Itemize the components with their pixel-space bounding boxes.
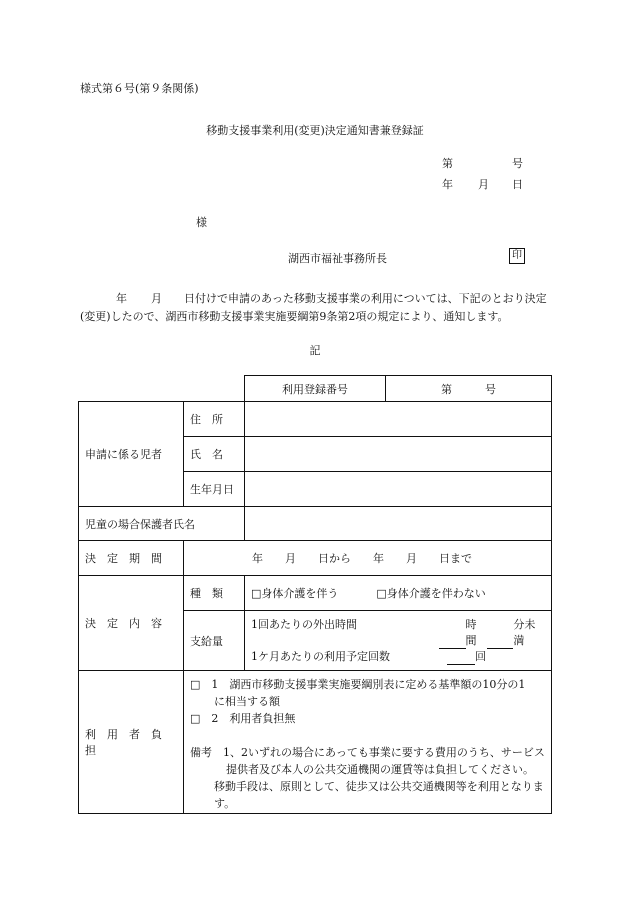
burden-note-2: 移動手段は、原則として、徒歩又は公共交通機関等を利用となります。 xyxy=(214,780,544,810)
minutes-blank xyxy=(487,617,514,649)
burden-option-2: □ 2 利用者負担無 xyxy=(190,712,296,725)
document-number-suffix: 号 xyxy=(512,157,523,170)
dob-label: 生年月日 xyxy=(184,472,245,507)
burden-option-1-cont: に相当する額 xyxy=(214,695,280,708)
document-title: 移動支援事業利用(変更)決定通知書兼登録証 xyxy=(206,124,424,137)
guardian-label: 児童の場合保護者氏名 xyxy=(79,507,245,541)
type-option-without-care[interactable]: □身体介護を伴わない xyxy=(376,587,486,600)
supply-time-label: 1回あたりの外出時間 xyxy=(251,617,357,631)
decision-table xyxy=(78,375,552,814)
paragraph-month: 月 xyxy=(151,292,162,305)
burden-content xyxy=(184,671,552,814)
burden-spacer xyxy=(190,727,545,744)
paragraph-text: 日付けで申請のあった移動支援事業の利用については、下記のとおり決定(変更)したので、湖西市移動支援事業実施要綱第9条第2項の規定により、通知します。 xyxy=(80,292,547,323)
type-label: 種 類 xyxy=(184,576,245,611)
date-month: 月 xyxy=(478,178,489,191)
name-label: 氏 名 xyxy=(184,437,245,472)
minutes-unit: 分未満 xyxy=(513,617,536,647)
issuer-name: 湖西市福祉事務所長 xyxy=(288,252,387,265)
blank-corner xyxy=(79,376,245,402)
ki-heading: 記 xyxy=(309,344,321,357)
dob-value xyxy=(245,472,552,507)
hours-blank xyxy=(439,617,466,649)
document-number-label: 第 xyxy=(442,157,453,170)
count-unit: 回 xyxy=(475,649,486,663)
count-blank xyxy=(447,649,475,665)
period-label: 決 定 期 間 xyxy=(79,541,184,576)
burden-note-1: 備考 1、2いずれの場合にあっても事業に要する費用のうち、サービス提供者及び本人の公共交通機関の運賃等は負担してください。 xyxy=(190,746,545,776)
burden-option-1: □ 1 湖西市移動支援事業実施要綱別表に定める基準額の10分の1 xyxy=(190,678,526,691)
content-label: 決 定 内 容 xyxy=(79,576,184,671)
child-group-label: 申請に係る児者 xyxy=(79,402,184,507)
date-year: 年 xyxy=(442,178,453,191)
type-options xyxy=(245,576,552,611)
addressee-suffix: 様 xyxy=(196,216,207,229)
reg-number-label: 利用登録番号 xyxy=(245,376,386,402)
period-value: 年 月 日から 年 月 日まで xyxy=(184,541,552,576)
address-value xyxy=(245,402,552,437)
supply-value xyxy=(245,611,552,671)
burden-label: 利 用 者 負 担 xyxy=(79,671,184,814)
hours-unit: 時間 xyxy=(465,617,477,647)
paragraph-year: 年 xyxy=(116,292,127,305)
date-day: 日 xyxy=(512,178,523,191)
type-option-with-care[interactable]: □身体介護を伴う xyxy=(251,587,339,600)
supply-count-label: 1ケ月あたりの利用予定回数 xyxy=(251,649,390,663)
name-value xyxy=(245,437,552,472)
reg-number-value: 第 号 xyxy=(386,376,552,402)
guardian-value xyxy=(245,507,552,541)
seal-mark: 印 xyxy=(509,248,525,264)
address-label: 住 所 xyxy=(184,402,245,437)
supply-label: 支給量 xyxy=(184,611,245,671)
notice-paragraph xyxy=(80,290,550,326)
form-number: 様式第６号(第９条関係) xyxy=(80,82,199,95)
